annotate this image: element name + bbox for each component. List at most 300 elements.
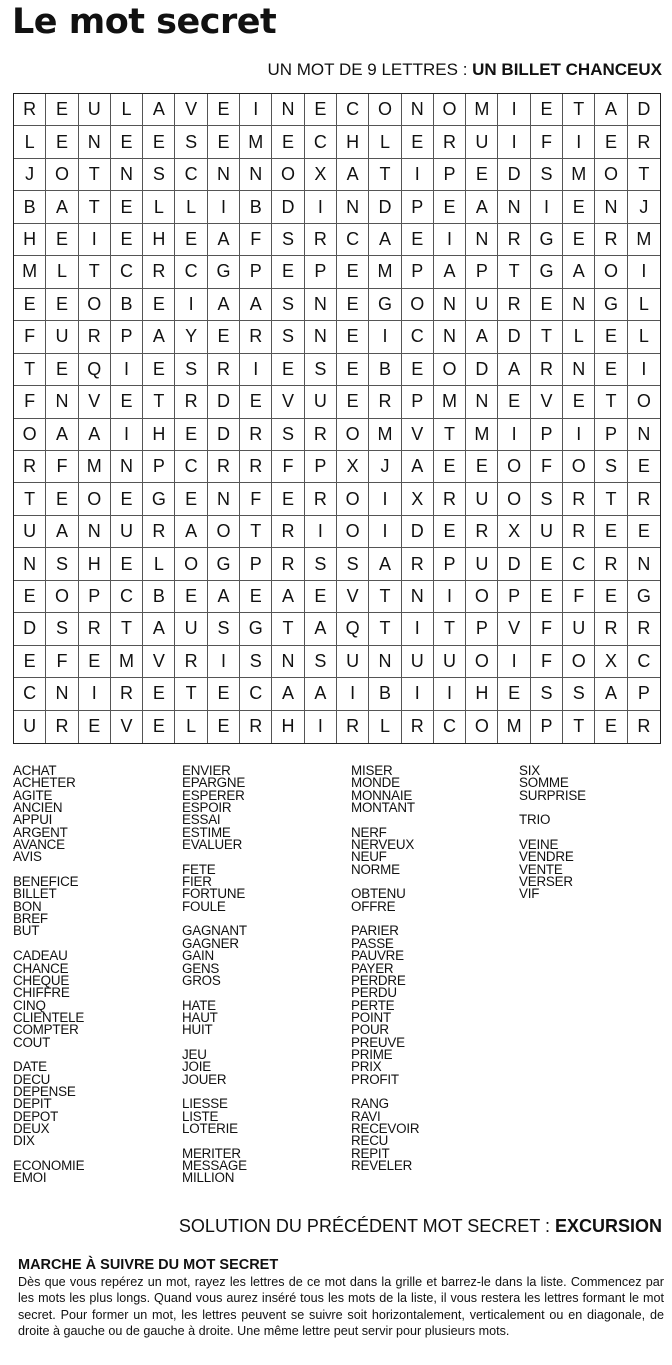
grid-cell[interactable]: O bbox=[434, 354, 466, 386]
grid-cell[interactable]: I bbox=[111, 354, 143, 386]
grid-cell[interactable]: A bbox=[595, 678, 627, 710]
grid-cell[interactable]: S bbox=[595, 451, 627, 483]
grid-cell[interactable]: E bbox=[434, 451, 466, 483]
word-item[interactable]: HATE bbox=[182, 997, 216, 1013]
grid-cell[interactable]: I bbox=[531, 191, 563, 223]
grid-cell[interactable]: O bbox=[628, 386, 660, 418]
word-item[interactable]: DECU bbox=[13, 1071, 51, 1087]
grid-cell[interactable]: O bbox=[369, 94, 401, 126]
word-item[interactable]: PASSE bbox=[351, 935, 394, 951]
grid-cell[interactable]: H bbox=[14, 224, 46, 256]
word-item[interactable]: ACHAT bbox=[13, 763, 57, 778]
grid-cell[interactable]: S bbox=[272, 289, 304, 321]
grid-cell[interactable]: P bbox=[595, 419, 627, 451]
grid-cell[interactable]: L bbox=[46, 256, 78, 288]
word-item[interactable]: ESSAI bbox=[182, 812, 221, 828]
grid-cell[interactable]: P bbox=[498, 581, 530, 613]
grid-cell[interactable]: E bbox=[46, 126, 78, 158]
grid-cell[interactable]: R bbox=[208, 451, 240, 483]
grid-cell[interactable]: N bbox=[402, 581, 434, 613]
grid-cell[interactable]: N bbox=[111, 159, 143, 191]
word-item[interactable]: LIESSE bbox=[182, 1096, 228, 1112]
word-item[interactable]: JOUER bbox=[182, 1071, 227, 1087]
grid-cell[interactable]: M bbox=[563, 159, 595, 191]
grid-cell[interactable]: A bbox=[369, 224, 401, 256]
grid-cell[interactable]: N bbox=[79, 126, 111, 158]
grid-cell[interactable]: C bbox=[402, 321, 434, 353]
word-item[interactable]: MONTANT bbox=[351, 800, 415, 816]
grid-cell[interactable]: C bbox=[175, 256, 207, 288]
grid-cell[interactable]: S bbox=[208, 613, 240, 645]
word-item[interactable]: GAIN bbox=[182, 948, 214, 964]
grid-cell[interactable]: N bbox=[14, 548, 46, 580]
grid-cell[interactable]: N bbox=[434, 321, 466, 353]
grid-cell[interactable]: P bbox=[305, 451, 337, 483]
grid-cell[interactable]: A bbox=[434, 256, 466, 288]
grid-cell[interactable]: O bbox=[46, 159, 78, 191]
grid-cell[interactable]: D bbox=[628, 94, 660, 126]
grid-cell[interactable]: O bbox=[595, 159, 627, 191]
grid-cell[interactable]: D bbox=[369, 191, 401, 223]
word-item[interactable]: PERDU bbox=[351, 985, 397, 1001]
grid-cell[interactable]: I bbox=[402, 159, 434, 191]
grid-cell[interactable]: E bbox=[175, 224, 207, 256]
grid-cell[interactable]: V bbox=[272, 386, 304, 418]
grid-cell[interactable]: O bbox=[563, 646, 595, 678]
grid-cell[interactable]: N bbox=[628, 419, 660, 451]
grid-cell[interactable]: D bbox=[402, 516, 434, 548]
grid-cell[interactable]: C bbox=[563, 548, 595, 580]
grid-cell[interactable]: J bbox=[14, 159, 46, 191]
grid-cell[interactable]: I bbox=[175, 289, 207, 321]
grid-cell[interactable]: F bbox=[531, 646, 563, 678]
grid-cell[interactable]: F bbox=[14, 386, 46, 418]
grid-cell[interactable]: R bbox=[79, 613, 111, 645]
grid-cell[interactable]: E bbox=[434, 516, 466, 548]
word-item[interactable]: REVELER bbox=[351, 1158, 413, 1173]
grid-cell[interactable]: T bbox=[369, 159, 401, 191]
grid-cell[interactable]: A bbox=[46, 191, 78, 223]
grid-cell[interactable]: B bbox=[369, 354, 401, 386]
grid-cell[interactable]: B bbox=[369, 678, 401, 710]
grid-cell[interactable]: R bbox=[402, 711, 434, 743]
grid-cell[interactable]: B bbox=[240, 191, 272, 223]
word-item[interactable]: POUR bbox=[351, 1022, 389, 1038]
grid-cell[interactable]: E bbox=[563, 191, 595, 223]
grid-cell[interactable]: P bbox=[531, 419, 563, 451]
grid-cell[interactable]: E bbox=[337, 289, 369, 321]
grid-cell[interactable]: C bbox=[111, 256, 143, 288]
grid-cell[interactable]: R bbox=[563, 483, 595, 515]
grid-cell[interactable]: F bbox=[531, 451, 563, 483]
word-item[interactable]: AVIS bbox=[13, 849, 42, 865]
grid-cell[interactable]: N bbox=[208, 159, 240, 191]
grid-cell[interactable]: L bbox=[628, 289, 660, 321]
grid-cell[interactable]: E bbox=[111, 126, 143, 158]
grid-cell[interactable]: M bbox=[369, 419, 401, 451]
grid-cell[interactable]: P bbox=[143, 451, 175, 483]
grid-cell[interactable]: R bbox=[175, 646, 207, 678]
grid-cell[interactable]: E bbox=[402, 354, 434, 386]
grid-cell[interactable]: E bbox=[434, 191, 466, 223]
word-item[interactable]: NEUF bbox=[351, 849, 387, 865]
grid-cell[interactable]: L bbox=[563, 321, 595, 353]
word-item[interactable]: COMPTER bbox=[13, 1022, 79, 1038]
grid-cell[interactable]: M bbox=[369, 256, 401, 288]
grid-cell[interactable]: O bbox=[14, 419, 46, 451]
word-item[interactable]: JEU bbox=[182, 1046, 207, 1062]
grid-cell[interactable]: E bbox=[595, 516, 627, 548]
grid-cell[interactable]: U bbox=[111, 516, 143, 548]
word-item[interactable]: FOULE bbox=[182, 898, 226, 914]
grid-cell[interactable]: A bbox=[466, 321, 498, 353]
grid-cell[interactable]: R bbox=[337, 711, 369, 743]
grid-cell[interactable]: S bbox=[143, 159, 175, 191]
grid-cell[interactable]: R bbox=[111, 678, 143, 710]
word-item[interactable]: APPUI bbox=[13, 812, 53, 828]
grid-cell[interactable]: R bbox=[434, 126, 466, 158]
word-item[interactable]: ANCIEN bbox=[13, 800, 63, 816]
grid-cell[interactable]: V bbox=[111, 711, 143, 743]
grid-cell[interactable]: I bbox=[208, 191, 240, 223]
grid-cell[interactable]: F bbox=[46, 646, 78, 678]
grid-cell[interactable]: X bbox=[305, 159, 337, 191]
grid-cell[interactable]: E bbox=[240, 581, 272, 613]
grid-cell[interactable]: E bbox=[208, 711, 240, 743]
grid-cell[interactable]: E bbox=[46, 289, 78, 321]
grid-cell[interactable]: P bbox=[531, 711, 563, 743]
word-item[interactable]: ESPOIR bbox=[182, 800, 232, 816]
grid-cell[interactable]: A bbox=[79, 419, 111, 451]
grid-cell[interactable]: R bbox=[628, 613, 660, 645]
word-item[interactable]: NERVEUX bbox=[351, 837, 415, 853]
word-item[interactable]: DEUX bbox=[13, 1120, 50, 1136]
grid-cell[interactable]: C bbox=[111, 581, 143, 613]
grid-cell[interactable]: I bbox=[79, 678, 111, 710]
grid-cell[interactable]: C bbox=[240, 678, 272, 710]
grid-cell[interactable]: M bbox=[14, 256, 46, 288]
grid-cell[interactable]: G bbox=[208, 548, 240, 580]
grid-cell[interactable]: A bbox=[337, 159, 369, 191]
grid-cell[interactable]: T bbox=[531, 321, 563, 353]
grid-cell[interactable]: X bbox=[337, 451, 369, 483]
grid-cell[interactable]: U bbox=[337, 646, 369, 678]
grid-cell[interactable]: Y bbox=[175, 321, 207, 353]
word-item[interactable]: SIX bbox=[519, 763, 540, 778]
grid-cell[interactable]: R bbox=[305, 419, 337, 451]
word-item[interactable]: NERF bbox=[351, 824, 387, 840]
grid-cell[interactable]: N bbox=[563, 354, 595, 386]
grid-cell[interactable]: D bbox=[466, 354, 498, 386]
grid-cell[interactable]: E bbox=[531, 289, 563, 321]
grid-cell[interactable]: E bbox=[402, 224, 434, 256]
grid-cell[interactable]: E bbox=[337, 386, 369, 418]
grid-cell[interactable]: V bbox=[79, 386, 111, 418]
grid-cell[interactable]: M bbox=[434, 386, 466, 418]
word-item[interactable]: EMOI bbox=[13, 1170, 47, 1186]
grid-cell[interactable]: O bbox=[434, 94, 466, 126]
grid-cell[interactable]: V bbox=[402, 419, 434, 451]
grid-cell[interactable]: X bbox=[402, 483, 434, 515]
grid-cell[interactable]: O bbox=[466, 581, 498, 613]
grid-cell[interactable]: R bbox=[369, 386, 401, 418]
grid-cell[interactable]: H bbox=[143, 224, 175, 256]
grid-cell[interactable]: E bbox=[46, 224, 78, 256]
grid-cell[interactable]: R bbox=[531, 354, 563, 386]
grid-cell[interactable]: T bbox=[369, 581, 401, 613]
grid-cell[interactable]: V bbox=[175, 94, 207, 126]
grid-cell[interactable]: E bbox=[143, 289, 175, 321]
grid-cell[interactable]: S bbox=[563, 678, 595, 710]
grid-cell[interactable]: E bbox=[498, 386, 530, 418]
word-item[interactable]: SURPRISE bbox=[519, 787, 586, 803]
grid-cell[interactable]: U bbox=[434, 646, 466, 678]
grid-cell[interactable]: L bbox=[369, 711, 401, 743]
grid-cell[interactable]: B bbox=[14, 191, 46, 223]
grid-cell[interactable]: E bbox=[498, 678, 530, 710]
grid-cell[interactable]: I bbox=[498, 419, 530, 451]
grid-cell[interactable]: L bbox=[175, 711, 207, 743]
grid-cell[interactable]: M bbox=[111, 646, 143, 678]
grid-cell[interactable]: E bbox=[272, 256, 304, 288]
grid-cell[interactable]: H bbox=[272, 711, 304, 743]
grid-cell[interactable]: I bbox=[563, 419, 595, 451]
grid-cell[interactable]: A bbox=[402, 451, 434, 483]
word-item[interactable]: BON bbox=[13, 898, 42, 914]
grid-cell[interactable]: S bbox=[531, 159, 563, 191]
grid-cell[interactable]: E bbox=[595, 581, 627, 613]
grid-cell[interactable]: N bbox=[111, 451, 143, 483]
word-item[interactable]: ESTIME bbox=[182, 824, 231, 840]
grid-cell[interactable]: E bbox=[305, 94, 337, 126]
grid-cell[interactable]: N bbox=[628, 548, 660, 580]
word-item[interactable]: RECU bbox=[351, 1133, 389, 1149]
word-item[interactable]: PRIME bbox=[351, 1046, 393, 1062]
grid-cell[interactable]: O bbox=[402, 289, 434, 321]
grid-cell[interactable]: N bbox=[240, 159, 272, 191]
grid-cell[interactable]: T bbox=[498, 256, 530, 288]
grid-cell[interactable]: E bbox=[240, 386, 272, 418]
grid-cell[interactable]: L bbox=[143, 548, 175, 580]
grid-cell[interactable]: P bbox=[111, 321, 143, 353]
grid-cell[interactable]: U bbox=[14, 711, 46, 743]
grid-cell[interactable]: I bbox=[628, 354, 660, 386]
word-item[interactable]: SOMME bbox=[519, 775, 569, 791]
word-item[interactable]: BUT bbox=[13, 923, 40, 939]
grid-cell[interactable]: X bbox=[498, 516, 530, 548]
grid-cell[interactable]: U bbox=[305, 386, 337, 418]
word-item[interactable]: RAVI bbox=[351, 1108, 381, 1124]
grid-cell[interactable]: O bbox=[79, 483, 111, 515]
grid-cell[interactable]: T bbox=[369, 613, 401, 645]
grid-cell[interactable]: N bbox=[305, 321, 337, 353]
word-item[interactable]: PREUVE bbox=[351, 1034, 405, 1050]
word-item[interactable]: FORTUNE bbox=[182, 886, 246, 902]
grid-cell[interactable]: F bbox=[46, 451, 78, 483]
grid-cell[interactable]: A bbox=[143, 613, 175, 645]
grid-cell[interactable]: E bbox=[79, 711, 111, 743]
word-item[interactable]: MONDE bbox=[351, 775, 400, 791]
grid-cell[interactable]: M bbox=[628, 224, 660, 256]
grid-cell[interactable]: F bbox=[14, 321, 46, 353]
grid-cell[interactable]: I bbox=[369, 483, 401, 515]
grid-cell[interactable]: M bbox=[79, 451, 111, 483]
grid-cell[interactable]: S bbox=[531, 483, 563, 515]
word-item[interactable]: GROS bbox=[182, 972, 221, 988]
grid-cell[interactable]: C bbox=[14, 678, 46, 710]
grid-cell[interactable]: T bbox=[595, 386, 627, 418]
grid-cell[interactable]: I bbox=[208, 646, 240, 678]
grid-cell[interactable]: I bbox=[240, 94, 272, 126]
grid-cell[interactable]: C bbox=[175, 159, 207, 191]
grid-cell[interactable]: O bbox=[175, 548, 207, 580]
grid-cell[interactable]: O bbox=[337, 483, 369, 515]
grid-cell[interactable]: R bbox=[143, 516, 175, 548]
word-item[interactable]: CHIFFRE bbox=[13, 985, 70, 1001]
grid-cell[interactable]: E bbox=[272, 354, 304, 386]
grid-cell[interactable]: D bbox=[208, 386, 240, 418]
grid-cell[interactable]: P bbox=[434, 159, 466, 191]
word-item[interactable]: ARGENT bbox=[13, 824, 68, 840]
grid-cell[interactable]: G bbox=[595, 289, 627, 321]
grid-cell[interactable]: S bbox=[305, 354, 337, 386]
grid-cell[interactable]: R bbox=[305, 483, 337, 515]
grid-cell[interactable]: S bbox=[531, 678, 563, 710]
grid-cell[interactable]: G bbox=[531, 256, 563, 288]
grid-cell[interactable]: E bbox=[46, 94, 78, 126]
word-item[interactable]: MISER bbox=[351, 763, 393, 778]
grid-cell[interactable]: U bbox=[563, 613, 595, 645]
grid-cell[interactable]: O bbox=[498, 451, 530, 483]
grid-cell[interactable]: E bbox=[208, 678, 240, 710]
grid-cell[interactable]: E bbox=[531, 548, 563, 580]
grid-cell[interactable]: I bbox=[563, 126, 595, 158]
grid-cell[interactable]: O bbox=[46, 581, 78, 613]
grid-cell[interactable]: M bbox=[498, 711, 530, 743]
grid-cell[interactable]: P bbox=[628, 678, 660, 710]
grid-cell[interactable]: T bbox=[14, 483, 46, 515]
word-item[interactable]: POINT bbox=[351, 1009, 391, 1025]
grid-cell[interactable]: R bbox=[240, 711, 272, 743]
grid-cell[interactable]: T bbox=[628, 159, 660, 191]
word-item[interactable]: DATE bbox=[13, 1059, 47, 1075]
grid-cell[interactable]: O bbox=[208, 516, 240, 548]
grid-cell[interactable]: S bbox=[272, 419, 304, 451]
grid-cell[interactable]: S bbox=[272, 321, 304, 353]
word-item[interactable]: PAUVRE bbox=[351, 948, 404, 964]
grid-cell[interactable]: U bbox=[466, 289, 498, 321]
grid-cell[interactable]: R bbox=[434, 483, 466, 515]
grid-cell[interactable]: E bbox=[595, 711, 627, 743]
grid-cell[interactable]: E bbox=[272, 483, 304, 515]
grid-cell[interactable]: N bbox=[337, 191, 369, 223]
grid-cell[interactable]: E bbox=[466, 451, 498, 483]
grid-cell[interactable]: E bbox=[337, 321, 369, 353]
word-item[interactable]: RECEVOIR bbox=[351, 1120, 420, 1136]
grid-cell[interactable]: N bbox=[272, 646, 304, 678]
grid-cell[interactable]: H bbox=[337, 126, 369, 158]
grid-cell[interactable]: N bbox=[466, 386, 498, 418]
grid-cell[interactable]: T bbox=[434, 613, 466, 645]
grid-cell[interactable]: S bbox=[175, 354, 207, 386]
grid-cell[interactable]: A bbox=[46, 516, 78, 548]
grid-cell[interactable]: G bbox=[143, 483, 175, 515]
word-item[interactable]: GAGNER bbox=[182, 935, 239, 951]
word-item[interactable]: BREF bbox=[13, 911, 48, 927]
grid-cell[interactable]: E bbox=[175, 483, 207, 515]
grid-cell[interactable]: F bbox=[531, 126, 563, 158]
grid-cell[interactable]: U bbox=[531, 516, 563, 548]
grid-cell[interactable]: G bbox=[369, 289, 401, 321]
grid-cell[interactable]: D bbox=[498, 159, 530, 191]
grid-cell[interactable]: I bbox=[337, 678, 369, 710]
grid-cell[interactable]: I bbox=[305, 191, 337, 223]
word-item[interactable]: VIF bbox=[519, 886, 540, 902]
grid-cell[interactable]: N bbox=[46, 386, 78, 418]
grid-cell[interactable]: S bbox=[272, 224, 304, 256]
word-item[interactable]: VENDRE bbox=[519, 849, 574, 865]
grid-cell[interactable]: P bbox=[402, 191, 434, 223]
grid-cell[interactable]: U bbox=[14, 516, 46, 548]
word-item[interactable]: AVANCE bbox=[13, 837, 65, 853]
grid-cell[interactable]: V bbox=[531, 386, 563, 418]
grid-cell[interactable]: S bbox=[46, 613, 78, 645]
word-item[interactable]: RANG bbox=[351, 1096, 389, 1112]
word-item[interactable]: OBTENU bbox=[351, 886, 406, 902]
grid-cell[interactable]: A bbox=[369, 548, 401, 580]
grid-cell[interactable]: I bbox=[402, 613, 434, 645]
grid-cell[interactable]: F bbox=[240, 483, 272, 515]
grid-cell[interactable]: E bbox=[111, 224, 143, 256]
grid-cell[interactable]: R bbox=[240, 451, 272, 483]
grid-cell[interactable]: E bbox=[208, 321, 240, 353]
grid-cell[interactable]: R bbox=[595, 548, 627, 580]
grid-cell[interactable]: E bbox=[143, 678, 175, 710]
grid-cell[interactable]: S bbox=[240, 646, 272, 678]
grid-cell[interactable]: O bbox=[466, 711, 498, 743]
word-item[interactable]: DIX bbox=[13, 1133, 35, 1149]
word-item[interactable]: ACHETER bbox=[13, 775, 76, 791]
grid-cell[interactable]: E bbox=[402, 126, 434, 158]
grid-cell[interactable]: O bbox=[595, 256, 627, 288]
grid-cell[interactable]: T bbox=[14, 354, 46, 386]
grid-cell[interactable]: L bbox=[628, 321, 660, 353]
grid-cell[interactable]: L bbox=[111, 94, 143, 126]
word-item[interactable]: CHANCE bbox=[13, 960, 69, 976]
grid-cell[interactable]: I bbox=[434, 224, 466, 256]
grid-cell[interactable]: E bbox=[143, 711, 175, 743]
grid-cell[interactable]: C bbox=[337, 224, 369, 256]
grid-cell[interactable]: G bbox=[208, 256, 240, 288]
grid-cell[interactable]: Q bbox=[337, 613, 369, 645]
grid-cell[interactable]: E bbox=[466, 159, 498, 191]
word-item[interactable]: BILLET bbox=[13, 886, 57, 902]
grid-cell[interactable]: I bbox=[240, 354, 272, 386]
word-item[interactable]: CLIENTELE bbox=[13, 1009, 85, 1025]
grid-cell[interactable]: D bbox=[498, 321, 530, 353]
grid-cell[interactable]: E bbox=[14, 646, 46, 678]
grid-cell[interactable]: A bbox=[208, 289, 240, 321]
grid-cell[interactable]: A bbox=[305, 678, 337, 710]
grid-cell[interactable]: E bbox=[46, 354, 78, 386]
grid-cell[interactable]: F bbox=[531, 613, 563, 645]
grid-cell[interactable]: T bbox=[563, 94, 595, 126]
grid-cell[interactable]: N bbox=[305, 289, 337, 321]
word-item[interactable]: DEPOT bbox=[13, 1108, 59, 1124]
grid-cell[interactable]: T bbox=[79, 256, 111, 288]
word-item[interactable]: VEINE bbox=[519, 837, 559, 853]
grid-cell[interactable]: L bbox=[175, 191, 207, 223]
